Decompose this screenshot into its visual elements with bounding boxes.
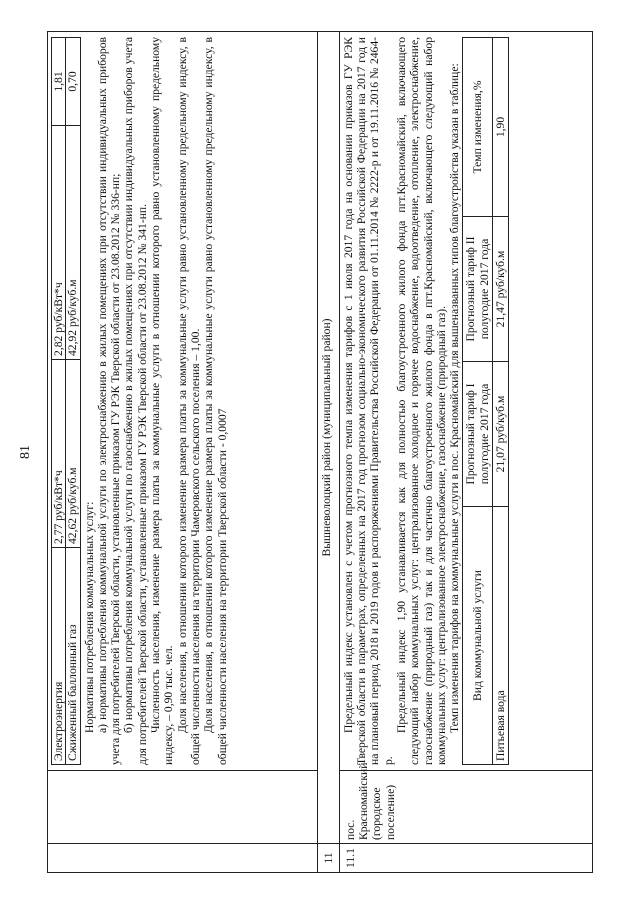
service-label: Электроэнергия — [52, 548, 66, 765]
column-header: Прогнозный тариф II полугодие 2017 года — [463, 217, 493, 362]
content-cell — [339, 32, 592, 771]
service-label: Питьевая вода — [493, 507, 509, 765]
paragraph: Нормативы потребления коммунальных услуг: — [82, 501, 96, 733]
paragraph: Численность населения, изменение размера платы за коммунальные услуги в отношении которого равно установленному предельному индексу, – 0,90 тыс. чел. — [149, 37, 176, 765]
section-header-row — [317, 32, 339, 873]
paragraph: Темп изменения тарифов на коммунальные услуги в пос. Красномайский для вышеназванных типов благоустройства указан в таблице: — [448, 63, 462, 733]
table-row — [66, 38, 80, 765]
tariff-table — [462, 37, 509, 765]
locality-name: пос. Красномайский (городское поселение) — [339, 771, 592, 844]
paragraph: Предельный индекс 1,90 устанавливается как для полностью благоустроенного жилого фонда пгт.Красномайский, включающего следующий набор коммунальных услуг: централизованное холодное и горячее водоснабжение, водоотведение, отопление, электроснабжение, газоснабжение (природный газ) так и для частично благоустроенного жилого фонда в пгт.Красномайский, включающего следующий набор коммунальных услуг: централизованное электроснабжение, газоснабжение (природный газ). — [394, 37, 448, 765]
section-number: 11 — [317, 844, 339, 873]
tariff-value: 2,77 руб/кВт*ч — [52, 360, 66, 548]
tariff-value: 42,62 руб/куб.м — [66, 360, 80, 548]
row-number-cell — [48, 844, 318, 873]
table-row — [52, 38, 66, 765]
paragraph: Доля населения, в отношении которого изменение размера платы за коммунальные услуги равно установленному предельному индексу, в общей численности населения на территории Чамеровского сельского поселения – 1,00. — [175, 37, 202, 765]
paragraph: Доля населения, в отношении которого изменение размера платы за коммунальные услуги равно установленному предельному индексу, в общей численности населения на территории Тверской области - 0,0007 — [202, 37, 229, 765]
column-header: Темп изменения,% — [463, 38, 493, 217]
rotated-page-content — [47, 31, 593, 873]
table-row-item — [339, 32, 592, 873]
tariff-table-top — [51, 37, 81, 765]
tariff-value: 2,82 руб/кВт*ч — [52, 126, 66, 360]
content-cell — [48, 32, 318, 771]
rate-value: 0,70 — [66, 38, 80, 126]
rate-value: 1,90 — [493, 38, 509, 217]
page-number: 81 — [18, 445, 33, 459]
table-row-continuation — [48, 32, 318, 873]
section-title: Вышневолоцкий район (муниципальный район) — [317, 32, 339, 844]
tariff-value: 42,92 руб/куб.м — [66, 126, 80, 360]
column-header: Прогнозный тариф I полугодие 2017 года — [463, 362, 493, 507]
service-label: Сжиженный баллонный газ — [66, 548, 80, 765]
paragraph: Предельный индекс установлен с учетом прогнозного темпа изменения тарифов с 1 июля 2017 года на основании приказов ГУ РЭК Тверской области в параметрах, определенных на 2017 год прогнозом социально-экономического развития Российской Федерации на 2017 год и на плановый период 2018 и 2019 годов и распоряжениями Правительства Российской Федерации от 01.11.2014 № 2222-р и от 19.11.2016 № 2464-р. — [341, 37, 395, 765]
item-number: 11.1 — [339, 844, 592, 873]
tariff-value: 21,07 руб/куб.м — [493, 362, 509, 507]
paragraph: а) нормативы потребления коммунальной услуги по электроснабжению в жилых помещениях при отсутствии индивидуальных приборов учета для потребителей Тверской области, установленные приказом ГУ РЭК Тверской области от 23.08.2012 № 336-нп; — [95, 37, 123, 765]
rate-value: 1,81 — [52, 38, 66, 126]
table-header-row — [463, 38, 493, 765]
tariff-value: 21,47 руб/куб.м — [493, 217, 509, 362]
column-header: Вид коммунальной услуги — [463, 507, 493, 765]
locality-cell — [48, 771, 318, 844]
main-table — [47, 31, 593, 873]
table-row — [493, 38, 509, 765]
paragraph: б) нормативы потребления коммунальной услуги по газоснабжению в жилых помещениях при отсутствии индивидуальных приборов учета для потребителей Тверской области, установленные приказом ГУ РЭК Тверской области от 23.08.2012 № 341-нп. — [122, 37, 149, 765]
